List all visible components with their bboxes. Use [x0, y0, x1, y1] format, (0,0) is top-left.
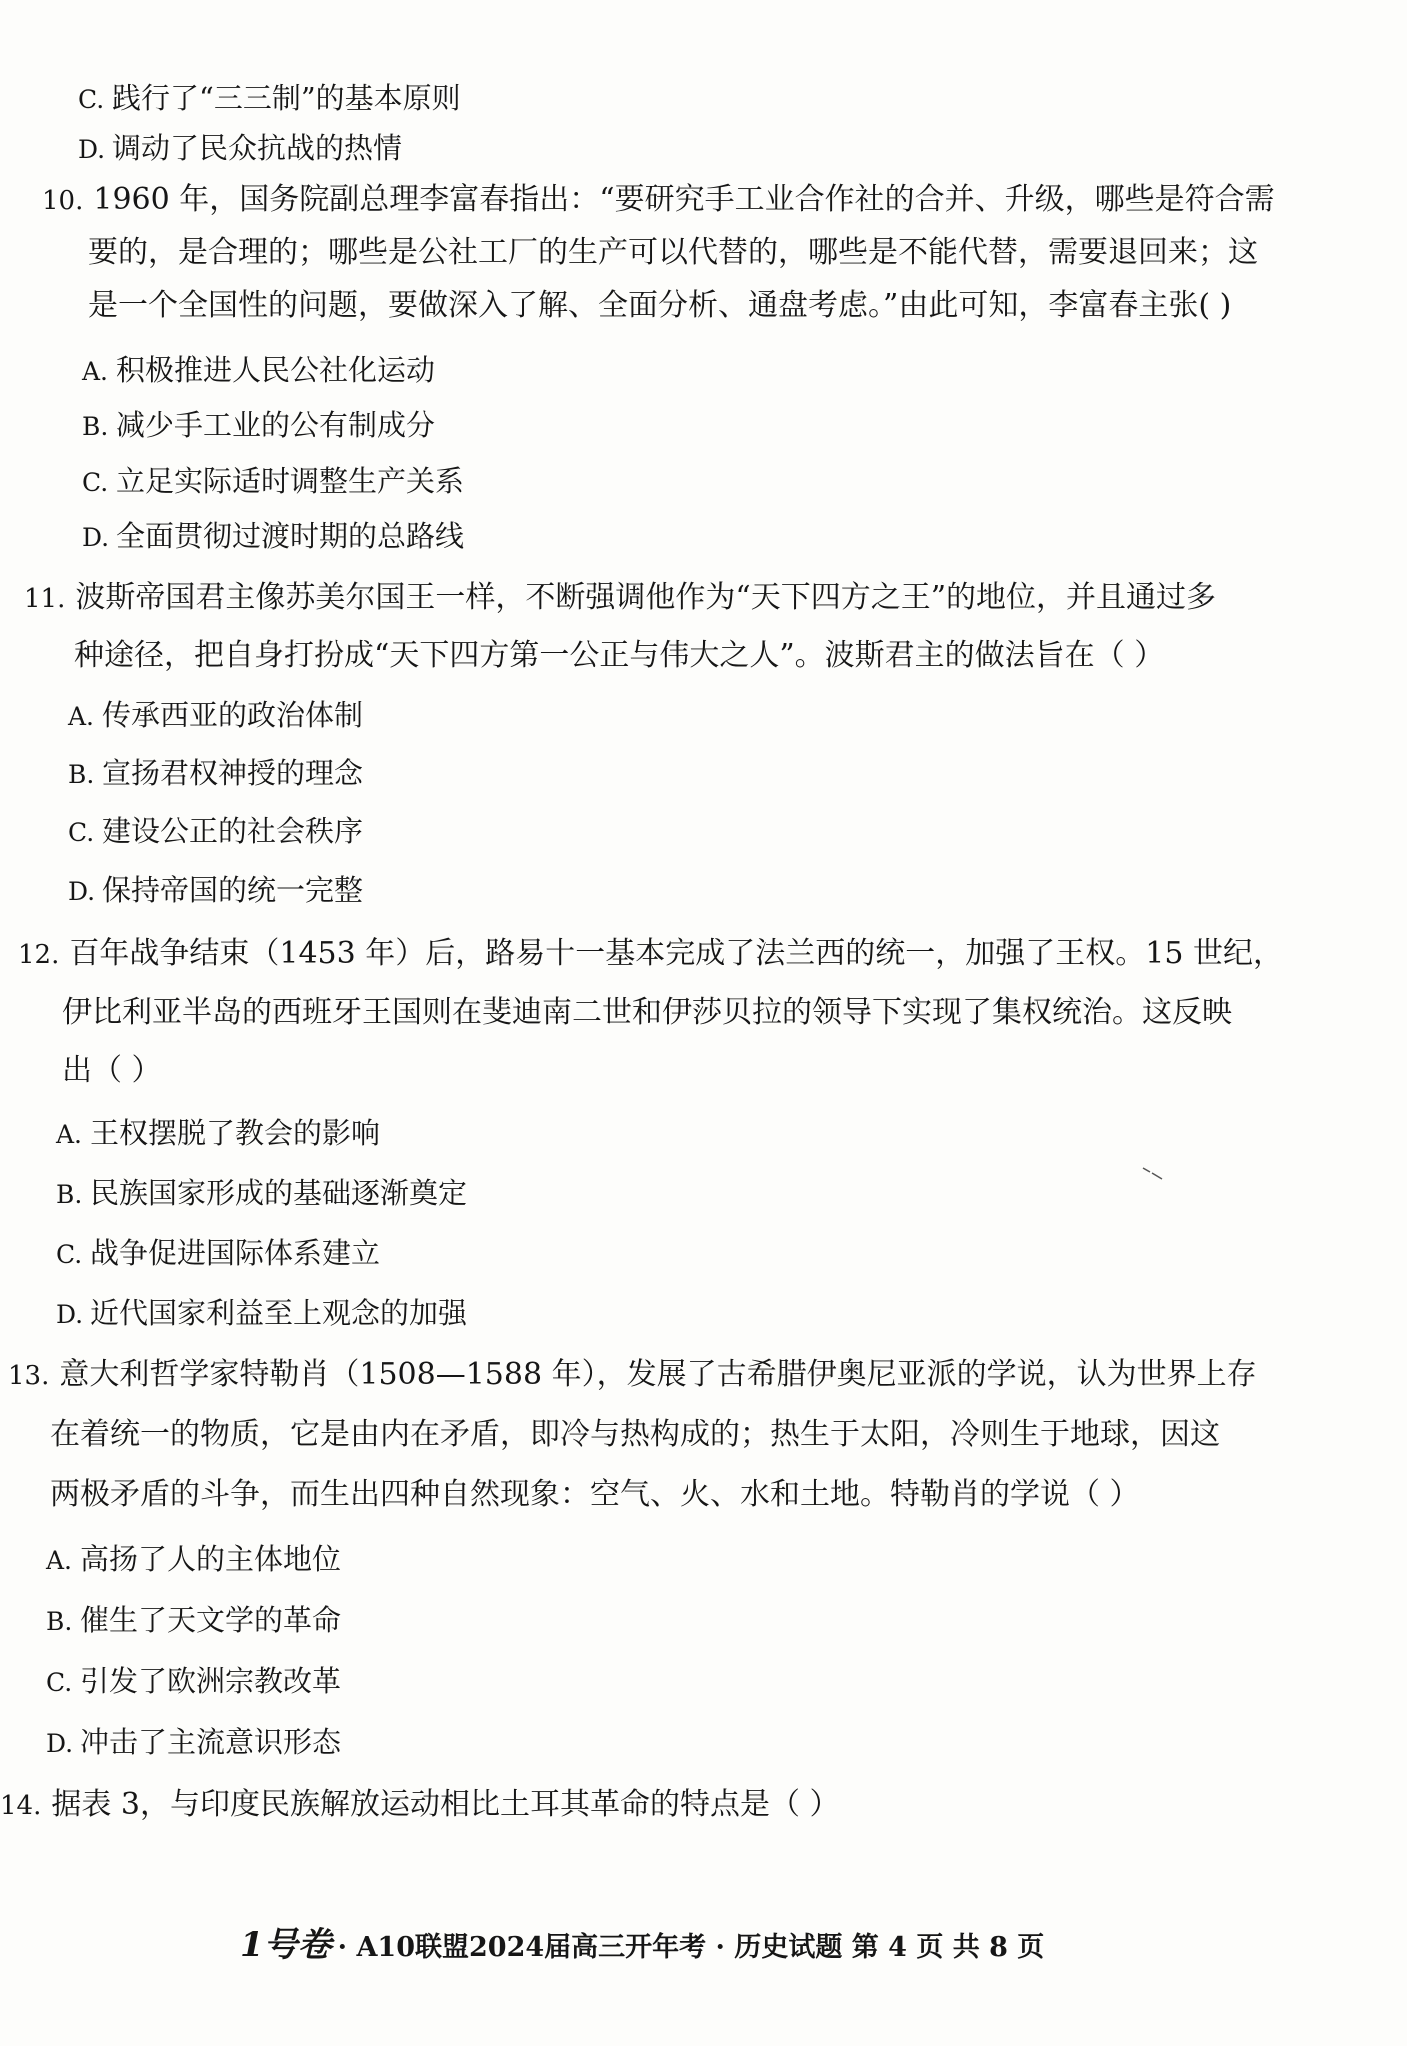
stem-text: 据表 3，与印度民族解放运动相比土耳其革命的特点是（ ）	[51, 1787, 840, 1822]
option-text: 王权摆脱了教会的影响	[90, 1116, 381, 1150]
question-number: 12.	[18, 940, 60, 970]
option-text: 积极推进人民公社化运动	[116, 353, 436, 387]
question-number: 14.	[0, 1791, 42, 1821]
question-number: 13.	[8, 1361, 50, 1391]
stem-text: 意大利哲学家特勒肖（1508—1588 年），发展了古希腊伊奥尼亚派的学说，认为世界上存	[59, 1357, 1257, 1392]
q13-option-b	[46, 1600, 341, 1642]
q11-stem-line-2: 种途径，把自身打扮成“天下四方第一公正与伟大之人”。波斯君主的做法旨在（ ）	[74, 638, 1165, 673]
q10-stem-line-2: 要的，是合理的；哪些是公社工厂的生产可以代替的，哪些是不能代替，需要退回来；这	[88, 235, 1258, 270]
page-footer	[240, 1925, 1044, 1968]
option-letter: B.	[68, 760, 95, 789]
option-text: 传承西亚的政治体制	[102, 698, 364, 732]
q10-option-d	[82, 516, 464, 558]
option-letter: D.	[82, 523, 110, 552]
stem-text: 波斯帝国君主像苏美尔国王一样，不断强调他作为“天下四方之王”的地位，并且通过多	[75, 580, 1217, 615]
exam-logo: 1号卷	[240, 1925, 332, 1965]
q13-option-a	[46, 1539, 341, 1581]
q11-option-b	[68, 753, 363, 795]
option-text: 建设公正的社会秩序	[102, 814, 364, 848]
option-letter: D.	[46, 1729, 74, 1758]
option-letter: C.	[78, 85, 105, 114]
q13-option-d	[46, 1722, 341, 1764]
option-letter: D.	[56, 1300, 84, 1329]
option-letter: C.	[68, 818, 95, 847]
q12-option-a	[56, 1113, 380, 1155]
option-text: 调动了民众抗战的热情	[112, 131, 403, 165]
q12-option-b	[56, 1173, 467, 1215]
q12-stem-line-1	[18, 934, 1283, 975]
option-letter: B.	[56, 1180, 83, 1209]
q11-option-d	[68, 870, 363, 912]
option-text: 高扬了人的主体地位	[80, 1542, 342, 1576]
q9-option-d	[78, 128, 402, 170]
stem-text: 1960 年，国务院副总理李富春指出：“要研究手工业合作社的合并、升级，哪些是符合需	[93, 182, 1275, 217]
q11-option-a	[68, 695, 363, 737]
question-number: 11.	[24, 584, 66, 614]
option-text: 全面贯彻过渡时期的总路线	[116, 519, 465, 553]
option-letter: B.	[82, 412, 109, 441]
option-text: 近代国家利益至上观念的加强	[90, 1296, 468, 1330]
q13-stem-line-2: 在着统一的物质，它是由内在矛盾，即冷与热构成的；热生于太阳，冷则生于地球，因这	[50, 1417, 1220, 1452]
option-letter: C.	[46, 1668, 73, 1697]
option-letter: C.	[82, 468, 109, 497]
q12-option-d	[56, 1293, 467, 1335]
option-text: 立足实际适时调整生产关系	[116, 464, 465, 498]
q12-stem-line-3: 出（ ）	[62, 1053, 162, 1088]
option-letter: B.	[46, 1607, 73, 1636]
q10-stem-line-1	[42, 180, 1275, 221]
question-number: 10.	[42, 186, 84, 216]
q10-option-c	[82, 461, 464, 503]
option-letter: C.	[56, 1240, 83, 1269]
option-text: 战争促进国际体系建立	[90, 1236, 381, 1270]
q10-option-b	[82, 405, 435, 447]
q14-stem-line-1	[0, 1785, 840, 1826]
option-letter: A.	[46, 1546, 73, 1575]
option-letter: A.	[56, 1120, 83, 1149]
option-text: 民族国家形成的基础逐渐奠定	[90, 1176, 468, 1210]
q11-option-c	[68, 811, 363, 853]
q13-stem-line-1	[8, 1355, 1257, 1396]
footer-text: · A10联盟2024届高三开年考 · 历史试题 第 4 页 共 8 页	[337, 1932, 1045, 1963]
option-letter: A.	[82, 357, 109, 386]
option-letter: D.	[78, 135, 106, 164]
option-text: 引发了欧洲宗教改革	[80, 1664, 342, 1698]
stem-text: 百年战争结束（1453 年）后，路易十一基本完成了法兰西的统一，加强了王权。15 世纪，	[69, 936, 1283, 971]
q13-option-c	[46, 1661, 341, 1703]
option-text: 保持帝国的统一完整	[102, 873, 364, 907]
option-letter: D.	[68, 877, 96, 906]
q11-stem-line-1	[24, 578, 1216, 619]
option-text: 减少手工业的公有制成分	[116, 408, 436, 442]
q10-stem-line-3: 是一个全国性的问题，要做深入了解、全面分析、通盘考虑。”由此可知，李富春主张( )	[88, 288, 1232, 323]
option-letter: A.	[68, 702, 95, 731]
option-text: 宣扬君权神授的理念	[102, 756, 364, 790]
q13-stem-line-3: 两极矛盾的斗争，而生出四种自然现象：空气、火、水和土地。特勒肖的学说（ ）	[50, 1477, 1140, 1512]
option-text: 践行了“三三制”的基本原则	[112, 81, 461, 115]
q12-option-c	[56, 1233, 380, 1275]
option-text: 催生了天文学的革命	[80, 1603, 342, 1637]
q10-option-a	[82, 350, 435, 392]
option-text: 冲击了主流意识形态	[80, 1725, 342, 1759]
q9-option-c	[78, 78, 461, 120]
q12-stem-line-2: 伊比利亚半岛的西班牙王国则在斐迪南二世和伊莎贝拉的领导下实现了集权统治。这反映	[62, 995, 1232, 1030]
scan-speck	[1142, 1166, 1164, 1180]
